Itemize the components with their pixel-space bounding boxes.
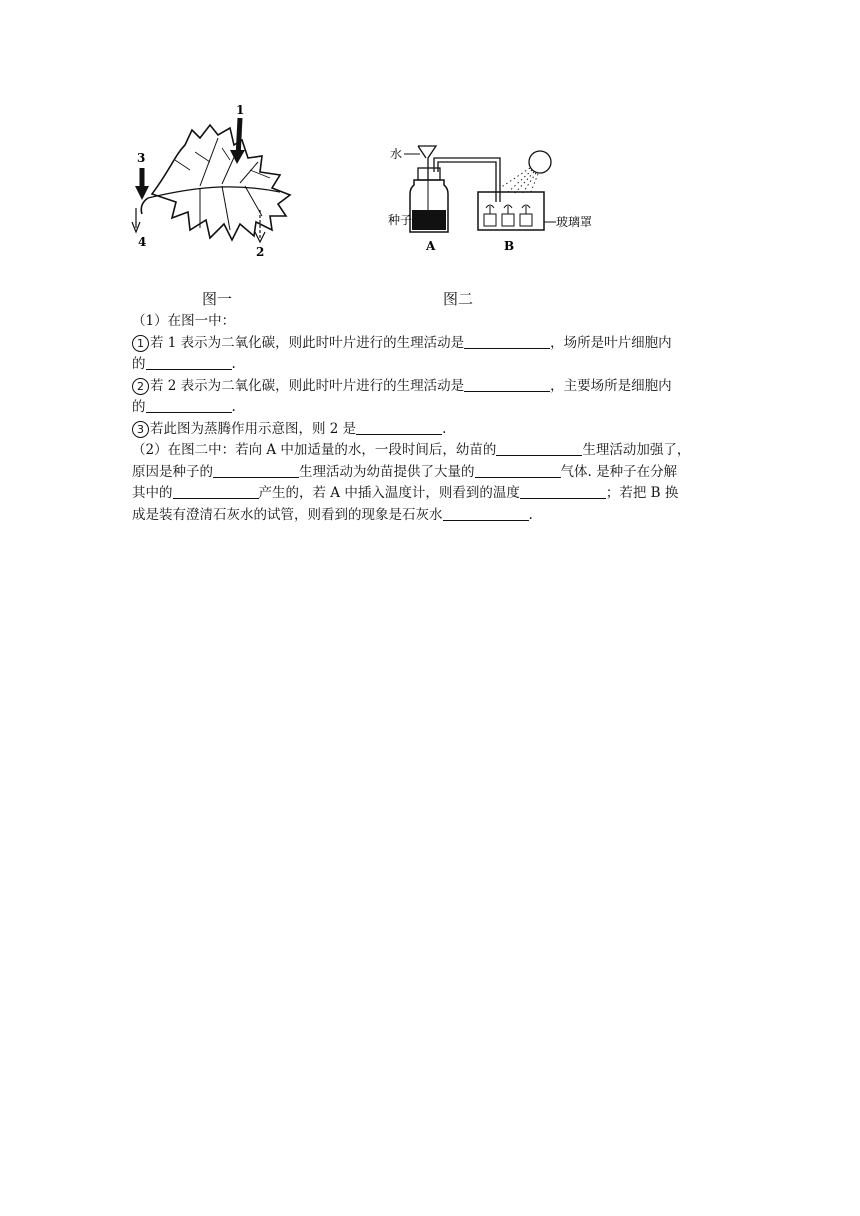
leaf-outline <box>152 125 290 240</box>
p2-text-i: 成是装有澄清石灰水的试管，则看到的现象是石灰水 <box>132 506 443 523</box>
p2-line-3 <box>132 483 732 505</box>
figure-1-leaf-diagram <box>130 100 300 265</box>
p2-text-h: ；若把 B 换 <box>605 485 679 501</box>
q3-line <box>132 419 732 441</box>
p2-text-b: 生理活动加强了， <box>582 442 691 458</box>
p2-line-4 <box>132 505 732 527</box>
label-a: A <box>426 239 436 253</box>
question-text <box>132 311 732 526</box>
circled-number-2: 2 <box>132 378 149 395</box>
q2-text-c: 的 <box>132 399 146 415</box>
p2-text-f: 其中的 <box>132 485 173 501</box>
answer-blank[interactable] <box>146 398 232 413</box>
q3-text-a: 若此图为蒸腾作用示意图，则 2 是 <box>150 420 357 437</box>
answer-blank[interactable] <box>356 420 442 435</box>
label-b: B <box>504 239 515 253</box>
q2-text-b: ，主要场所是细胞内 <box>550 377 672 394</box>
p2-text-d: 生理活动为幼苗提供了大量的 <box>299 463 475 480</box>
answer-blank[interactable] <box>213 463 299 478</box>
p2-text-e: 气体. 是种子在分解 <box>560 463 678 480</box>
q2-line <box>132 376 732 398</box>
p2-text-g: 产生的，若 A 中插入温度计，则看到的温度 <box>258 485 520 501</box>
answer-blank[interactable] <box>173 484 259 499</box>
q1-text-a: 若 1 表示为二氧化碳，则此时叶片进行的生理活动是 <box>150 334 465 351</box>
circled-number-1: 1 <box>132 335 149 352</box>
p2-line-2 <box>132 462 732 484</box>
q1-text-b: ，场所是叶片细胞内 <box>550 334 672 351</box>
figure-2-apparatus-diagram <box>388 110 613 275</box>
period: . <box>231 399 236 415</box>
figure-1-caption: 图一 <box>202 290 233 308</box>
figure-2-caption: 图二 <box>443 290 474 308</box>
q1-line <box>132 333 732 355</box>
answer-blank[interactable] <box>496 441 582 456</box>
q2-line-2 <box>132 397 732 419</box>
label-4: 4 <box>138 235 147 249</box>
p2-text-c: 原因是种子的 <box>132 463 213 480</box>
answer-blank[interactable] <box>464 377 550 392</box>
period: . <box>231 356 236 372</box>
q1-text-c: 的 <box>132 356 146 372</box>
answer-blank[interactable] <box>146 355 232 370</box>
label-3: 3 <box>137 151 146 165</box>
circled-number-3: 3 <box>132 421 149 438</box>
answer-blank[interactable] <box>443 506 529 521</box>
answer-blank[interactable] <box>464 334 550 349</box>
label-glass-cover: 玻璃罩 <box>556 215 593 229</box>
label-seed: 种子 <box>388 213 413 227</box>
label-1: 1 <box>236 103 245 117</box>
label-water: 水 <box>390 147 403 161</box>
p2-line-1 <box>132 440 732 462</box>
part1-intro: （1）在图一中： <box>132 313 236 329</box>
p2-text-a: （2）在图二中：若向 A 中加适量的水，一段时间后，幼苗的 <box>132 442 497 458</box>
period: . <box>442 420 447 437</box>
answer-blank[interactable] <box>475 463 561 478</box>
label-2: 2 <box>256 245 265 259</box>
period: . <box>528 506 533 523</box>
q2-text-a: 若 2 表示为二氧化碳，则此时叶片进行的生理活动是 <box>150 377 465 394</box>
answer-blank[interactable] <box>520 484 606 499</box>
q1-line-2 <box>132 354 732 376</box>
